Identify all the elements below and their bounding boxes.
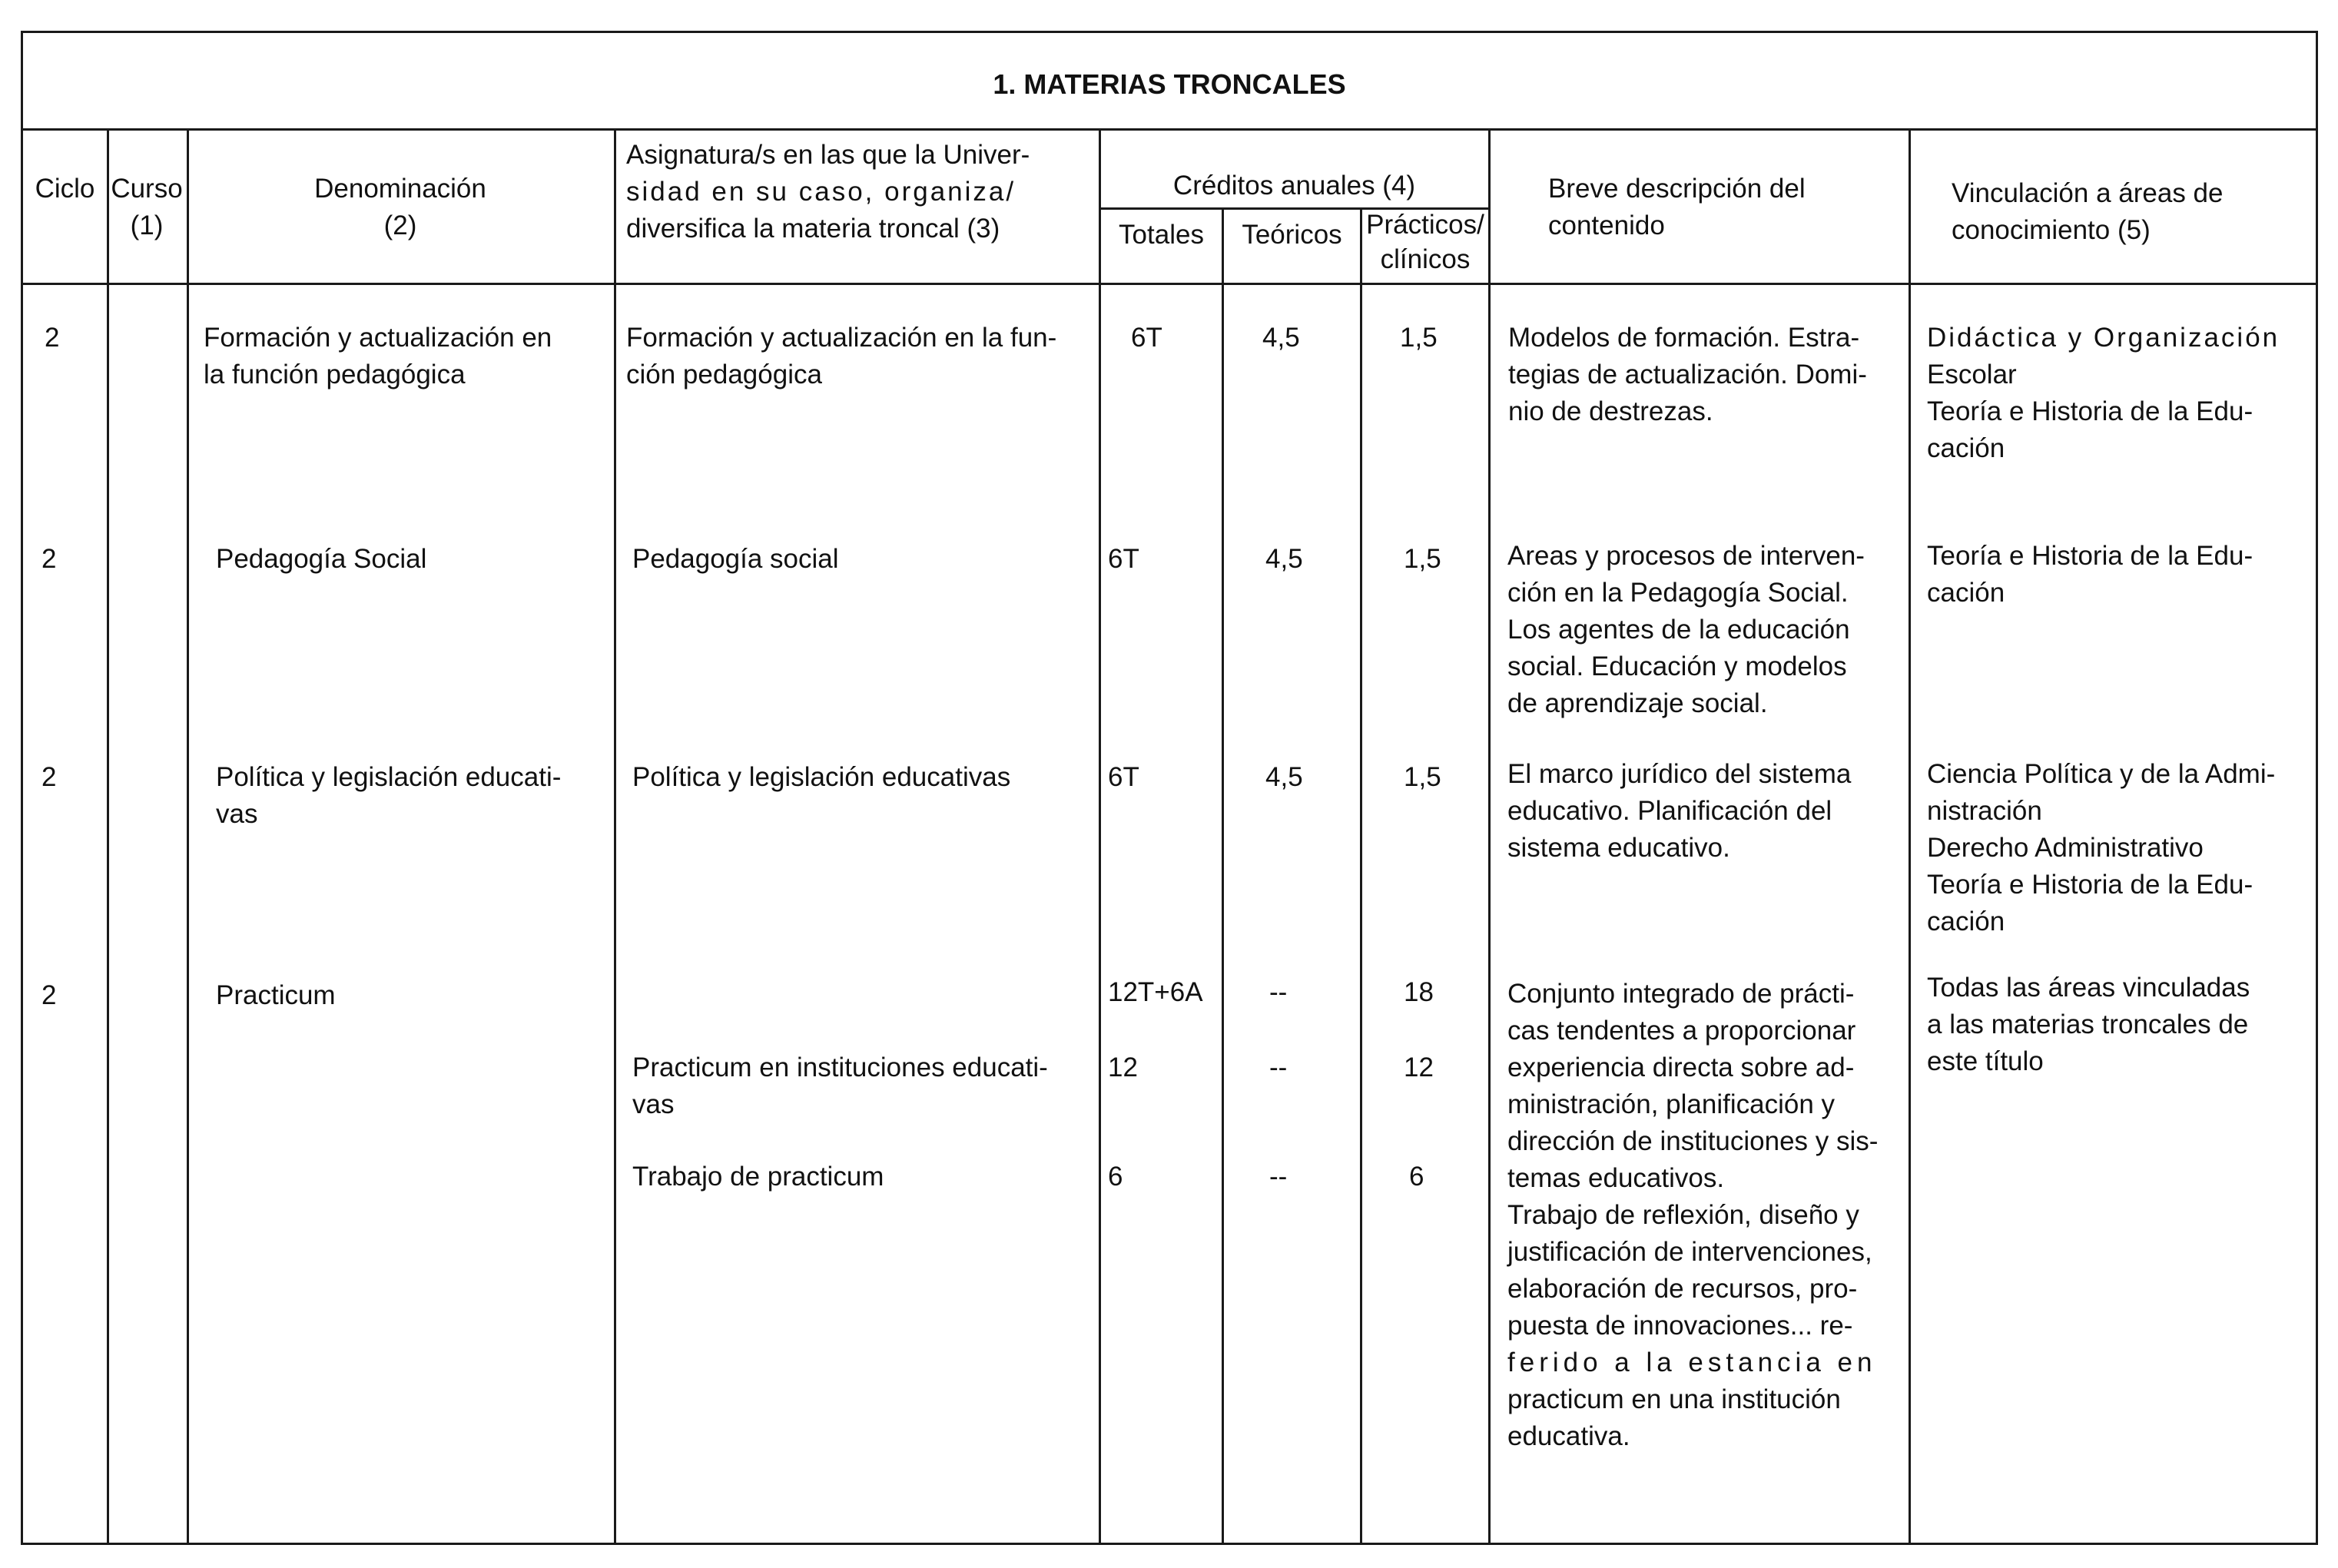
row4-descripcion-line6: temas educativos.	[1507, 1163, 1725, 1193]
row4-sub2-practicos: 6	[1409, 1162, 1424, 1192]
header-totales: Totales	[1119, 220, 1204, 250]
row3-vinculacion-line2: nistración	[1927, 796, 2042, 826]
row3-vinculacion-line4: Teoría e Historia de la Edu-	[1927, 870, 2253, 900]
row4-denominacion	[216, 977, 336, 1014]
table-border-right	[2316, 31, 2318, 1545]
table-border-top	[21, 31, 2318, 33]
row2-asignatura	[632, 541, 839, 578]
row4-sub1-totales: 12	[1108, 1053, 1138, 1082]
row4-ciclo: 2	[41, 980, 57, 1010]
row1-denominacion-line2: la función pedagógica	[204, 360, 466, 390]
row3-denominacion	[216, 759, 561, 833]
row4-descripcion-line11: ferido a la estancia en	[1507, 1348, 1877, 1377]
row2-denominacion	[216, 541, 426, 578]
row3-denominacion-line1: Política y legislación educati-	[216, 762, 562, 792]
col-divider-totales	[1222, 207, 1224, 1545]
row1-asignatura	[626, 320, 1056, 393]
row2-descripcion	[1507, 538, 1865, 722]
row4-descripcion-line10: puesta de innovaciones... re-	[1507, 1311, 1853, 1341]
header-curso-line1: Curso	[111, 174, 183, 204]
header-denominacion	[187, 171, 614, 244]
row1-vinculacion-line1: Didáctica y Organización	[1927, 323, 2280, 353]
header-teoricos: Teóricos	[1242, 220, 1342, 250]
header-descripcion	[1548, 171, 1806, 244]
row3-vinculacion	[1927, 756, 2275, 940]
row2-ciclo: 2	[41, 544, 57, 574]
row4-descripcion-line13: educativa.	[1507, 1421, 1630, 1451]
row1-descripcion-line2: tegias de actualización. Domi-	[1508, 360, 1867, 390]
header-denominacion-line1: Denominación	[314, 174, 486, 204]
col-divider-denominacion	[614, 128, 616, 1545]
row4-descripcion-line3: experiencia directa sobre ad-	[1507, 1053, 1855, 1082]
row3-vinculacion-line3: Derecho Administrativo	[1927, 833, 2204, 863]
row1-vinculacion-line3: Teoría e Historia de la Edu-	[1927, 396, 2253, 426]
row2-totales: 6T	[1108, 544, 1139, 574]
table-border-bottom	[21, 1543, 2318, 1545]
header-asignatura-line3: diversifica la materia troncal (3)	[626, 214, 1000, 244]
row3-asignatura	[632, 759, 1010, 796]
row3-descripcion-line2: educativo. Planificación del	[1507, 796, 1832, 826]
title-separator	[21, 128, 2318, 131]
header-descripcion-line1: Breve descripción del	[1548, 174, 1806, 204]
row1-vinculacion-line4: cación	[1927, 433, 2005, 463]
row1-ciclo: 2	[45, 323, 60, 353]
header-denominacion-line2: (2)	[383, 211, 417, 240]
table-border-left	[21, 31, 23, 1545]
row1-vinculacion-line2: Escolar	[1927, 360, 2017, 390]
row3-vinculacion-line5: cación	[1927, 907, 2005, 936]
header-asignatura	[626, 137, 1030, 247]
row3-denominacion-line2: vas	[216, 799, 258, 829]
header-ciclo: Ciclo	[35, 174, 95, 204]
row1-denominacion	[204, 320, 552, 393]
header-practicos	[1362, 207, 1488, 277]
row4-descripcion-line4: ministración, planificación y	[1507, 1089, 1836, 1119]
row3-descripcion-line1: El marco jurídico del sistema	[1507, 759, 1852, 789]
row4-descripcion-line1: Conjunto integrado de prácti-	[1507, 979, 1855, 1009]
header-practicos-line2: clínicos	[1380, 244, 1471, 274]
row4-descripcion-line5: dirección de instituciones y sis-	[1507, 1126, 1879, 1156]
col-divider-asignatura	[1099, 128, 1101, 1545]
row1-asignatura-line2: ción pedagógica	[626, 360, 822, 390]
row4-totales: 12T+6A	[1108, 977, 1203, 1007]
header-asignatura-line2: sidad en su caso, organiza/	[626, 177, 1016, 207]
header-descripcion-line2: contenido	[1548, 211, 1665, 240]
row3-teoricos: 4,5	[1265, 762, 1303, 792]
row2-denominacion-line1: Pedagogía Social	[216, 544, 427, 574]
row4-sub1-asignatura	[632, 1049, 1048, 1123]
row2-descripcion-line2: ción en la Pedagogía Social.	[1507, 578, 1849, 608]
row4-sub2-asignatura-line1: Trabajo de practicum	[632, 1162, 884, 1192]
row4-sub1-teoricos: --	[1269, 1053, 1288, 1082]
row4-descripcion	[1507, 976, 1878, 1455]
row1-denominacion-line1: Formación y actualización en	[204, 323, 552, 353]
row1-descripcion-line3: nio de destrezas.	[1508, 396, 1713, 426]
row4-teoricos: --	[1269, 977, 1288, 1007]
row2-vinculacion	[1927, 538, 2253, 612]
header-practicos-line1: Prácticos/	[1366, 210, 1484, 240]
row1-descripcion	[1508, 320, 1867, 430]
row1-descripcion-line1: Modelos de formación. Estra-	[1508, 323, 1860, 353]
row4-vinculacion-line1: Todas las áreas vinculadas	[1927, 973, 2250, 1003]
row3-descripcion-line3: sistema educativo.	[1507, 833, 1730, 863]
row4-sub2-totales: 6	[1108, 1162, 1123, 1192]
row4-sub1-practicos: 12	[1404, 1053, 1434, 1082]
row2-descripcion-line4: social. Educación y modelos	[1507, 651, 1847, 681]
row1-teoricos: 4,5	[1262, 323, 1300, 353]
row4-descripcion-line2: cas tendentes a proporcionar	[1507, 1016, 1856, 1046]
row2-practicos: 1,5	[1404, 544, 1441, 574]
row4-descripcion-line12: practicum en una institución	[1507, 1384, 1841, 1414]
header-creditos: Créditos anuales (4)	[1172, 171, 1416, 201]
row1-totales: 6T	[1131, 323, 1162, 353]
row4-sub2-teoricos: --	[1269, 1162, 1288, 1192]
row1-asignatura-line1: Formación y actualización en la fun-	[626, 323, 1057, 353]
row2-vinculacion-line2: cación	[1927, 578, 2005, 608]
header-asignatura-line1: Asignatura/s en las que la Univer-	[626, 140, 1030, 170]
table-title: 1. MATERIAS TRONCALES	[993, 68, 1346, 100]
row4-sub1-asignatura-line1: Practicum en instituciones educati-	[632, 1053, 1048, 1082]
row1-practicos: 1,5	[1400, 323, 1438, 353]
row4-vinculacion-line3: este título	[1927, 1046, 2044, 1076]
row4-descripcion-line8: justificación de intervenciones,	[1507, 1237, 1872, 1267]
row4-sub2-asignatura	[632, 1159, 884, 1195]
row4-descripcion-line9: elaboración de recursos, pro-	[1507, 1274, 1858, 1304]
row2-descripcion-line3: Los agentes de la educación	[1507, 615, 1850, 645]
header-vinculacion-line1: Vinculación a áreas de	[1952, 178, 2224, 208]
col-divider-curso	[187, 128, 189, 1545]
header-vinculacion	[1952, 175, 2224, 249]
row3-practicos: 1,5	[1404, 762, 1441, 792]
row3-ciclo: 2	[41, 762, 57, 792]
header-curso-line2: (1)	[130, 211, 164, 240]
header-curso	[107, 171, 187, 244]
row3-vinculacion-line1: Ciencia Política y de la Admi-	[1927, 759, 2276, 789]
row4-denominacion-line1: Practicum	[216, 980, 336, 1010]
row2-descripcion-line1: Areas y procesos de interven-	[1507, 541, 1865, 571]
row2-vinculacion-line1: Teoría e Historia de la Edu-	[1927, 541, 2253, 571]
row4-descripcion-line7: Trabajo de reflexión, diseño y	[1507, 1200, 1859, 1230]
row3-asignatura-line1: Política y legislación educativas	[632, 762, 1011, 792]
row1-vinculacion	[1927, 320, 2280, 467]
row4-sub1-asignatura-line2: vas	[632, 1089, 675, 1119]
row4-vinculacion	[1927, 970, 2250, 1080]
header-vinculacion-line2: conocimiento (5)	[1952, 215, 2151, 245]
col-divider-ciclo	[107, 128, 109, 1545]
col-divider-descripcion	[1909, 128, 1911, 1545]
row4-practicos: 18	[1404, 977, 1434, 1007]
row2-teoricos: 4,5	[1265, 544, 1303, 574]
header-separator	[21, 283, 2318, 285]
row2-descripcion-line5: de aprendizaje social.	[1507, 688, 1768, 718]
row3-totales: 6T	[1108, 762, 1139, 792]
row3-descripcion	[1507, 756, 1851, 867]
col-divider-practicos	[1488, 128, 1491, 1545]
row4-vinculacion-line2: a las materias troncales de	[1927, 1009, 2249, 1039]
col-divider-teoricos	[1360, 207, 1362, 1545]
row2-asignatura-line1: Pedagogía social	[632, 544, 839, 574]
